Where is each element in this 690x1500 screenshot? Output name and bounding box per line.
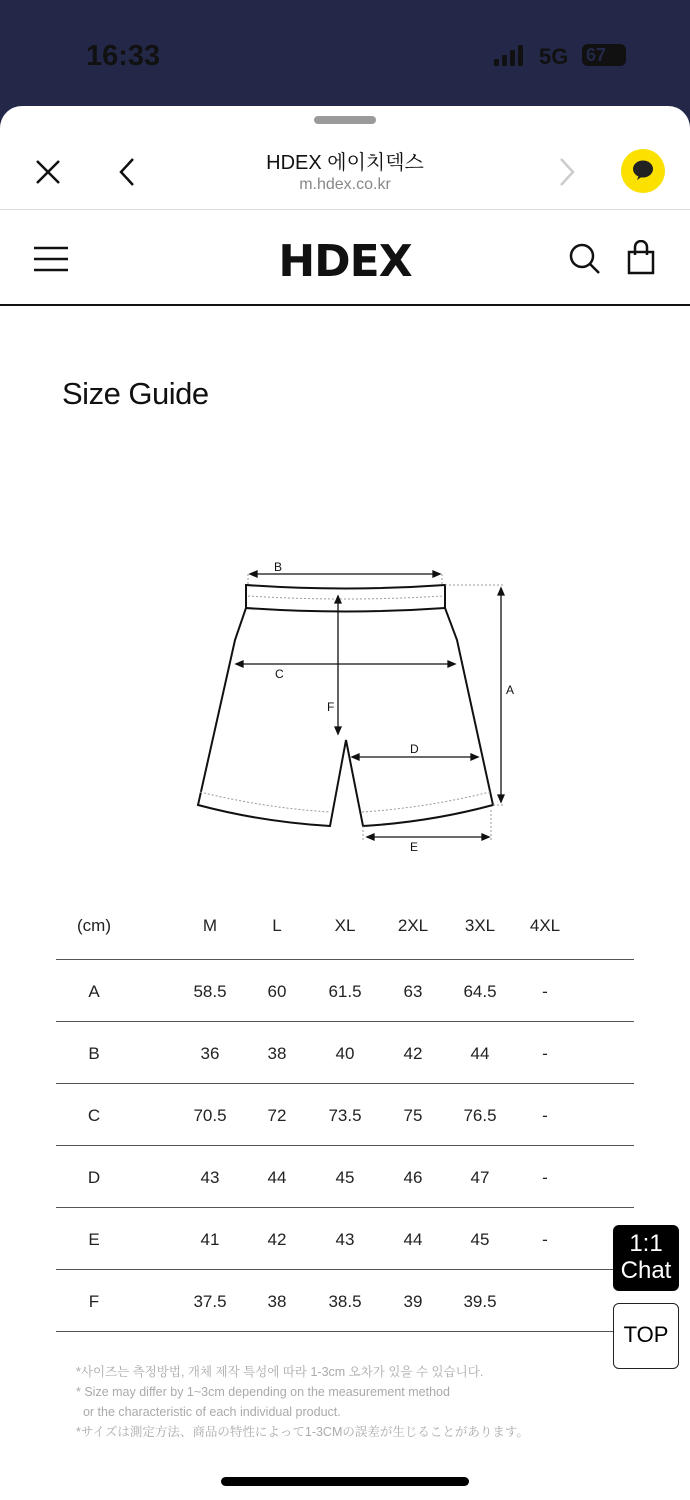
chat-label-2: Chat bbox=[620, 1257, 672, 1284]
table-cell: 60 bbox=[267, 982, 287, 1001]
table-cell: 58.5 bbox=[193, 982, 227, 1001]
size-notes bbox=[76, 1362, 529, 1442]
note-korean: *사이즈는 측정방법, 개체 제작 특성에 따라 1-3cm 오차가 있을 수 있습니다. bbox=[76, 1365, 484, 1379]
table-cell: 36 bbox=[200, 1044, 220, 1063]
table-cell: 43 bbox=[335, 1230, 355, 1249]
table-row bbox=[56, 1146, 634, 1208]
status-bar bbox=[0, 0, 690, 106]
table-cell: 75 bbox=[403, 1106, 423, 1125]
home-indicator[interactable] bbox=[221, 1477, 469, 1486]
site-header bbox=[0, 210, 690, 306]
table-cell: 44 bbox=[403, 1230, 423, 1249]
column-header: (cm) bbox=[77, 916, 111, 935]
column-header: 3XL bbox=[464, 916, 496, 935]
table-cell: 45 bbox=[470, 1230, 490, 1249]
table-cell: 45 bbox=[335, 1168, 355, 1187]
table-cell: 72 bbox=[267, 1106, 287, 1125]
table-cell: 44 bbox=[470, 1044, 490, 1063]
site-logo[interactable]: HDEX bbox=[278, 236, 412, 287]
table-cell: 76.5 bbox=[463, 1106, 497, 1125]
table-row bbox=[56, 1022, 634, 1084]
table-cell: 44 bbox=[267, 1168, 287, 1187]
table-cell: 39 bbox=[403, 1292, 423, 1311]
table-cell: - bbox=[542, 1106, 548, 1125]
diagram-label-a: A bbox=[506, 683, 515, 697]
table-cell: 70.5 bbox=[193, 1106, 227, 1125]
table-row bbox=[56, 1084, 634, 1146]
size-table bbox=[56, 896, 634, 1332]
chat-label-1: 1:1 bbox=[629, 1230, 663, 1257]
table-cell: 42 bbox=[403, 1044, 423, 1063]
scroll-top-button[interactable]: TOP bbox=[613, 1303, 679, 1369]
kakao-share-button[interactable] bbox=[621, 149, 665, 193]
table-cell: A bbox=[88, 982, 100, 1001]
diagram-label-f: F bbox=[327, 700, 335, 714]
table-cell: - bbox=[542, 1168, 548, 1187]
diagram-label-c: C bbox=[275, 667, 284, 681]
table-cell: - bbox=[542, 1044, 548, 1063]
diagram-label-d: D bbox=[410, 742, 419, 756]
network-type: 5G bbox=[539, 44, 569, 69]
table-cell: 38 bbox=[267, 1292, 287, 1311]
battery-icon: 67 bbox=[582, 44, 626, 66]
table-cell: D bbox=[87, 1168, 101, 1187]
table-cell: 39.5 bbox=[463, 1292, 497, 1311]
page-url: m.hdex.co.kr bbox=[299, 176, 391, 193]
table-cell: 47 bbox=[470, 1168, 490, 1187]
table-cell: 46 bbox=[403, 1168, 423, 1187]
table-cell: C bbox=[87, 1106, 101, 1125]
table-row bbox=[56, 1208, 634, 1270]
chat-bubble-icon bbox=[621, 149, 665, 193]
column-header: L bbox=[272, 916, 282, 935]
table-row bbox=[56, 1270, 634, 1332]
table-cell: 73.5 bbox=[328, 1106, 362, 1125]
table-header-row bbox=[56, 896, 634, 960]
cart-bag-icon[interactable] bbox=[626, 240, 656, 276]
table-cell: F bbox=[88, 1292, 100, 1311]
table-cell: 63 bbox=[403, 982, 423, 1001]
table-cell: B bbox=[88, 1044, 100, 1063]
column-header: XL bbox=[334, 916, 356, 935]
sheet-handle[interactable] bbox=[314, 116, 376, 124]
page-title-bar: HDEX 에이치덱스 bbox=[266, 152, 424, 174]
search-icon[interactable] bbox=[568, 242, 602, 276]
table-cell: 38.5 bbox=[328, 1292, 362, 1311]
table-cell: 40 bbox=[335, 1044, 355, 1063]
forward-icon[interactable] bbox=[556, 156, 578, 188]
diagram-label-b: B bbox=[274, 560, 283, 574]
shorts-measurement-diagram bbox=[0, 546, 690, 866]
one-to-one-chat-button[interactable] bbox=[613, 1225, 679, 1291]
table-cell: 37.5 bbox=[193, 1292, 227, 1311]
table-cell: - bbox=[542, 1230, 548, 1249]
note-english-1: * Size may differ by 1~3cm depending on the measurement method bbox=[76, 1385, 450, 1399]
table-cell: 61.5 bbox=[328, 982, 362, 1001]
size-guide-title: Size Guide bbox=[62, 376, 209, 411]
table-row bbox=[56, 960, 634, 1022]
table-cell: 38 bbox=[267, 1044, 287, 1063]
browser-sheet bbox=[0, 106, 690, 1500]
signal-icon bbox=[494, 44, 523, 66]
column-header: 2XL bbox=[397, 916, 429, 935]
column-header: M bbox=[202, 916, 218, 935]
browser-toolbar bbox=[0, 136, 690, 210]
clock: 16:33 bbox=[86, 40, 161, 72]
note-japanese: *サイズは測定方法、商品の特性によって1-3CMの誤差が生じることがあります。 bbox=[76, 1425, 529, 1439]
table-cell: 43 bbox=[200, 1168, 220, 1187]
table-cell: 41 bbox=[200, 1230, 220, 1249]
note-english-2: or the characteristic of each individual product. bbox=[76, 1405, 341, 1419]
table-cell: 42 bbox=[267, 1230, 287, 1249]
table-cell: 64.5 bbox=[463, 982, 497, 1001]
column-header: 4XL bbox=[529, 916, 561, 935]
diagram-label-e: E bbox=[410, 840, 419, 854]
table-cell: E bbox=[88, 1230, 100, 1249]
table-cell: - bbox=[542, 982, 548, 1001]
